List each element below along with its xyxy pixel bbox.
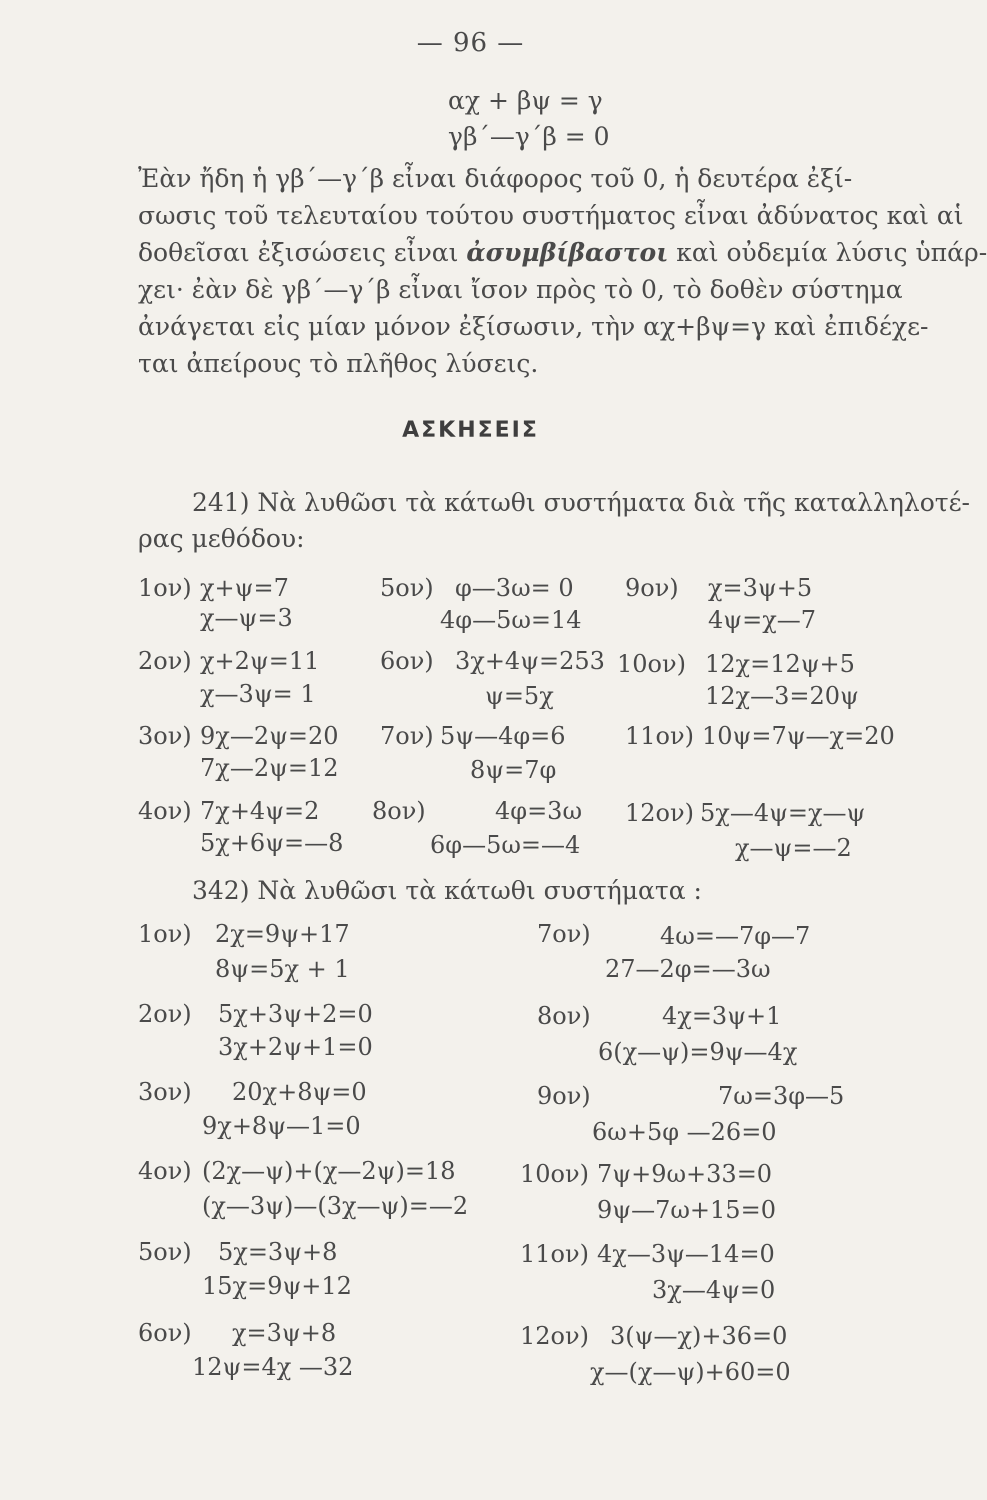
system-label: 7ον) bbox=[537, 920, 591, 948]
system-equation: 20χ+8ψ=0 bbox=[232, 1078, 367, 1106]
system-equation: 6(χ—ψ)=9ψ—4χ bbox=[598, 1038, 798, 1066]
system-label: 8ον) bbox=[372, 797, 426, 825]
system-label: 8ον) bbox=[537, 1002, 591, 1030]
system-label: 6ον) bbox=[138, 1319, 192, 1347]
system-label: 11ον) bbox=[625, 722, 694, 750]
system-equation: 5χ=3ψ+8 bbox=[218, 1238, 338, 1266]
system-equation: χ+ψ=7 bbox=[200, 574, 289, 602]
system-equation: 4φ=3ω bbox=[495, 797, 583, 825]
paragraph-line: χει· ἐὰν δὲ γβ΄—γ΄β εἶναι ἴσον πρὸς τὸ 0, τὸ δοθὲν σύστημα bbox=[138, 275, 903, 304]
system-equation: 4χ=3ψ+1 bbox=[662, 1002, 782, 1030]
system-equation: (χ—3ψ)—(3χ—ψ)=—2 bbox=[202, 1192, 469, 1220]
system-label: 10ον) bbox=[520, 1160, 589, 1188]
system-equation: φ—3ω= 0 bbox=[455, 574, 574, 602]
paragraph-text: δοθεῖσαι ἐξισώσεις εἶναι bbox=[138, 238, 467, 267]
system-equation: χ=3ψ+5 bbox=[708, 574, 813, 602]
system-equation: 3(ψ—χ)+36=0 bbox=[610, 1322, 788, 1350]
exercise-241-prompt: 241) Νὰ λυθῶσι τὰ κάτωθι συστήματα διὰ τῆς καταλληλοτέ- bbox=[192, 488, 970, 517]
system-label: 4ον) bbox=[138, 797, 192, 825]
system-label: 6ον) bbox=[380, 647, 434, 675]
system-equation: ψ=5χ bbox=[485, 682, 554, 710]
system-equation: 5ψ—4φ=6 bbox=[440, 722, 566, 750]
exercise-241-prompt-cont: ρας μεθόδου: bbox=[138, 524, 305, 553]
system-equation: 12χ=12ψ+5 bbox=[705, 650, 855, 678]
system-equation: 3χ+4ψ=253 bbox=[455, 647, 605, 675]
system-equation: 9χ—2ψ=20 bbox=[200, 722, 339, 750]
system-label: 5ον) bbox=[138, 1238, 192, 1266]
paragraph-line: Ἐὰν ἤδη ἡ γβ΄—γ΄β εἶναι διάφορος τοῦ 0, ἡ δευτέρα ἐξί- bbox=[138, 164, 853, 193]
system-equation: χ=3ψ+8 bbox=[232, 1319, 337, 1347]
system-equation: 7χ—2ψ=12 bbox=[200, 754, 339, 782]
system-equation: 6ω+5φ —26=0 bbox=[592, 1118, 777, 1146]
paragraph-line: σωσις τοῦ τελευταίου τούτου συστήματος εἶναι ἀδύνατος καὶ αἱ bbox=[138, 201, 964, 230]
system-label: 9ον) bbox=[625, 574, 679, 602]
system-equation: 7ψ+9ω+33=0 bbox=[597, 1160, 773, 1188]
system-equation: 8ψ=5χ + 1 bbox=[215, 955, 350, 983]
system-equation: 7χ+4ψ=2 bbox=[200, 797, 320, 825]
paragraph-line bbox=[138, 234, 987, 271]
system-equation: 10ψ=7ψ—χ=20 bbox=[702, 722, 895, 750]
system-label: 1ον) bbox=[138, 920, 192, 948]
system-label: 11ον) bbox=[520, 1240, 589, 1268]
system-label: 3ον) bbox=[138, 722, 192, 750]
system-equation: 5χ—4ψ=χ—ψ bbox=[700, 799, 866, 827]
system-label: 12ον) bbox=[625, 799, 694, 827]
explanatory-paragraph bbox=[138, 160, 987, 382]
system-equation: 3χ+2ψ+1=0 bbox=[218, 1033, 373, 1061]
system-equation: 8ψ=7φ bbox=[470, 756, 557, 784]
system-equation: 9χ+8ψ—1=0 bbox=[202, 1112, 361, 1140]
system-equation: χ—ψ=3 bbox=[200, 604, 293, 632]
system-equation: 5χ+3ψ+2=0 bbox=[218, 1000, 373, 1028]
system-equation: 3χ—4ψ=0 bbox=[652, 1276, 776, 1304]
system-equation: χ+2ψ=11 bbox=[200, 647, 320, 675]
system-equation: 9ψ—7ω+15=0 bbox=[597, 1196, 776, 1224]
paragraph-line: ται ἀπείρους τὸ πλῆθος λύσεις. bbox=[138, 349, 539, 378]
system-equation: 12χ—3=20ψ bbox=[705, 682, 859, 710]
system-label: 2ον) bbox=[138, 1000, 192, 1028]
section-heading: ΑΣΚΗΣΕΙΣ bbox=[402, 418, 539, 443]
system-label: 1ον) bbox=[138, 574, 192, 602]
system-equation: 2χ=9ψ+17 bbox=[215, 920, 350, 948]
emphasized-term: ἀσυμβίβαστοι bbox=[466, 238, 669, 267]
system-label: 5ον) bbox=[380, 574, 434, 602]
system-equation: 27—2φ=—3ω bbox=[605, 955, 771, 983]
system-equation: χ—3ψ= 1 bbox=[200, 680, 316, 708]
system-equation: (2χ—ψ)+(χ—2ψ)=18 bbox=[202, 1157, 456, 1185]
paragraph-line: ἀνάγεται εἰς μίαν μόνον ἐξίσωσιν, τὴν αχ+βψ=γ καὶ ἐπιδέχε- bbox=[138, 312, 929, 341]
system-label: 12ον) bbox=[520, 1322, 589, 1350]
system-equation: 4ω=—7φ—7 bbox=[660, 922, 811, 950]
system-label: 9ον) bbox=[537, 1082, 591, 1110]
system-label: 2ον) bbox=[138, 647, 192, 675]
exercise-342-prompt: 342) Νὰ λυθῶσι τὰ κάτωθι συστήματα : bbox=[192, 876, 702, 905]
system-label: 3ον) bbox=[138, 1078, 192, 1106]
paragraph-text: καὶ οὐδεμία λύσις ὑπάρ- bbox=[668, 238, 987, 267]
system-label: 7ον) bbox=[380, 722, 434, 750]
system-equation: 4χ—3ψ—14=0 bbox=[597, 1240, 775, 1268]
page-number: — 96 — bbox=[416, 28, 525, 58]
system-equation: 6φ—5ω=—4 bbox=[430, 831, 581, 859]
system-equation: 7ω=3φ—5 bbox=[718, 1082, 845, 1110]
top-equation-2: γβ΄—γ΄β = 0 bbox=[448, 122, 610, 151]
system-equation: χ—(χ—ψ)+60=0 bbox=[590, 1358, 791, 1386]
system-equation: 12ψ=4χ —32 bbox=[192, 1353, 354, 1381]
system-label: 10ον) bbox=[617, 650, 686, 678]
system-equation: 15χ=9ψ+12 bbox=[202, 1272, 352, 1300]
system-equation: 4ψ=χ—7 bbox=[708, 606, 817, 634]
system-equation: 4φ—5ω=14 bbox=[440, 606, 582, 634]
top-equation-1: αχ + βψ = γ bbox=[448, 86, 603, 115]
system-label: 4ον) bbox=[138, 1157, 192, 1185]
system-equation: χ—ψ=—2 bbox=[735, 834, 852, 862]
system-equation: 5χ+6ψ=—8 bbox=[200, 829, 344, 857]
